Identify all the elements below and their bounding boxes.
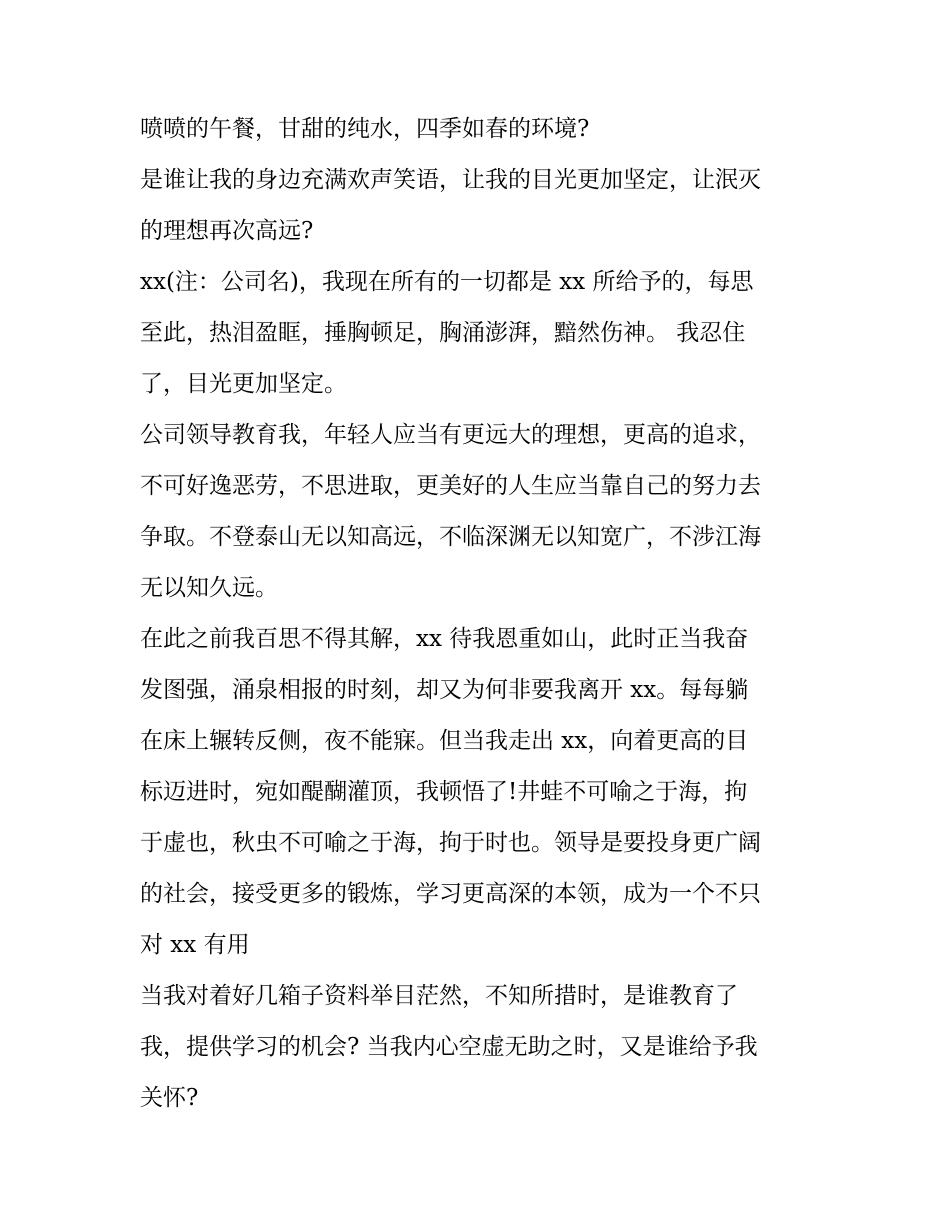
text-line: 是谁让我的身边充满欢声笑语，让我的目光更加坚定，让泯灭 xyxy=(140,167,761,193)
text-line: 至此，热泪盈眶，捶胸顿足，胸涌澎湃，黯然伤神。 我忍住 xyxy=(140,320,746,346)
text-line: xx(注：公司名)，我现在所有的一切都是 xx 所给予的，每思 xyxy=(140,269,754,295)
text-line: 我，提供学习的机会? 当我内心空虚无助之时，又是谁给予我 xyxy=(140,1034,758,1060)
text-line: 于虚也，秋虫不可喻之于海，拘于时也。领导是要投身更广阔 xyxy=(140,830,761,856)
text-line: 的理想再次高远? xyxy=(140,218,314,244)
text-line: 关怀? xyxy=(140,1085,199,1111)
text-line: 了，目光更加坚定。 xyxy=(140,371,347,397)
text-line: 无以知久远。 xyxy=(140,575,278,601)
text-line: 当我对着好几箱子资料举目茫然，不知所措时，是谁教育了 xyxy=(140,983,738,1009)
text-line: 公司领导教育我，年轻人应当有更远大的理想，更高的追求， xyxy=(140,422,761,448)
text-line: 发图强，涌泉相报的时刻，却又为何非要我离开 xx。每每躺 xyxy=(140,677,749,703)
text-line: 在此之前我百思不得其解，xx 待我恩重如山，此时正当我奋 xyxy=(140,626,749,652)
text-line: 的社会，接受更多的锻炼，学习更高深的本领，成为一个不只 xyxy=(140,881,761,907)
text-line: 喷喷的午餐，甘甜的纯水，四季如春的环境? xyxy=(140,116,590,142)
text-line: 争取。不登泰山无以知高远，不临深渊无以知宽广，不涉江海 xyxy=(140,524,761,550)
document-body xyxy=(140,104,820,1124)
text-line: 不可好逸恶劳，不思进取，更美好的人生应当靠自己的努力去 xyxy=(140,473,761,499)
text-line: 在床上辗转反侧，夜不能寐。但当我走出 xx，向着更高的目 xyxy=(140,728,749,754)
text-line: 标迈进时，宛如醍醐灌顶，我顿悟了!井蛙不可喻之于海，拘 xyxy=(140,779,748,805)
text-line: 对 xx 有用 xyxy=(140,932,250,958)
